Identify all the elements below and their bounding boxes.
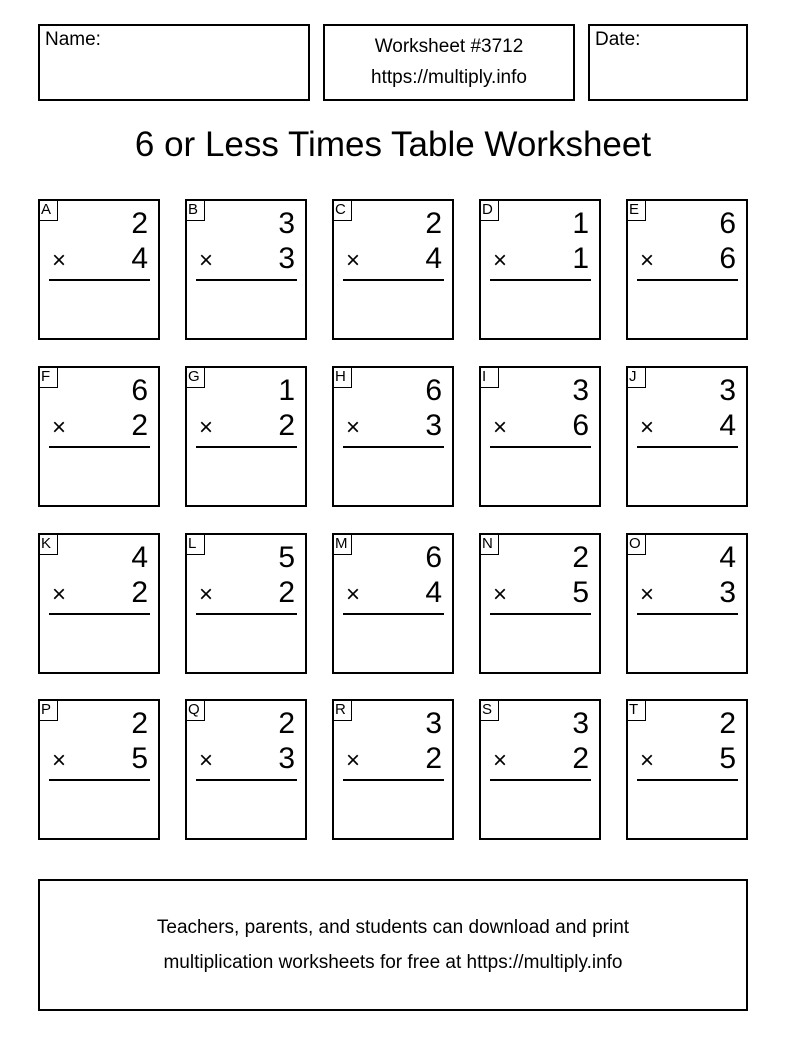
answer-line <box>343 279 444 281</box>
problem-card[interactable] <box>332 699 454 840</box>
answer-line <box>196 446 297 448</box>
answer-line <box>490 279 591 281</box>
problem-card[interactable] <box>185 699 307 840</box>
problem-letter: E <box>626 199 646 221</box>
multiplicand: 2 <box>131 207 148 240</box>
answer-line <box>490 446 591 448</box>
problem-letter: I <box>479 366 499 388</box>
problem-card[interactable] <box>38 366 160 507</box>
worksheet-number: Worksheet #3712 <box>374 36 524 57</box>
multiplier: 2 <box>278 409 295 442</box>
multiplicand: 2 <box>572 541 589 574</box>
problem-card[interactable] <box>626 533 748 674</box>
answer-line <box>49 613 150 615</box>
times-sign: × <box>199 747 214 774</box>
multiplicand: 2 <box>425 207 442 240</box>
multiplicand: 4 <box>131 541 148 574</box>
problem-letter: N <box>479 533 499 555</box>
multiplier: 2 <box>278 576 295 609</box>
answer-line <box>490 613 591 615</box>
problem-letter: F <box>38 366 58 388</box>
multiplier: 6 <box>719 242 736 275</box>
multiplier: 5 <box>572 576 589 609</box>
answer-line <box>343 613 444 615</box>
problem-letter: R <box>332 699 352 721</box>
answer-line <box>49 279 150 281</box>
name-label: Name: <box>45 29 101 50</box>
problem-letter: T <box>626 699 646 721</box>
multiplicand: 3 <box>572 374 589 407</box>
problem-letter: G <box>185 366 205 388</box>
times-sign: × <box>52 747 67 774</box>
multiplier: 3 <box>719 576 736 609</box>
problem-letter: P <box>38 699 58 721</box>
multiplier: 4 <box>719 409 736 442</box>
multiplicand: 6 <box>719 207 736 240</box>
name-box[interactable] <box>38 24 310 101</box>
times-sign: × <box>640 414 655 441</box>
multiplier: 2 <box>572 742 589 775</box>
problem-card[interactable] <box>626 199 748 340</box>
multiplier: 3 <box>278 242 295 275</box>
times-sign: × <box>346 747 361 774</box>
problem-card[interactable] <box>479 199 601 340</box>
answer-line <box>196 779 297 781</box>
problem-card[interactable] <box>332 199 454 340</box>
multiplier: 2 <box>131 576 148 609</box>
problem-card[interactable] <box>38 199 160 340</box>
times-sign: × <box>346 247 361 274</box>
problem-card[interactable] <box>479 366 601 507</box>
times-sign: × <box>493 247 508 274</box>
problem-letter: C <box>332 199 352 221</box>
problem-letter: O <box>626 533 646 555</box>
multiplier: 6 <box>572 409 589 442</box>
page-title: 6 or Less Times Table Worksheet <box>134 125 652 164</box>
date-label: Date: <box>595 29 641 50</box>
problem-letter: H <box>332 366 352 388</box>
multiplicand: 2 <box>278 707 295 740</box>
answer-line <box>343 779 444 781</box>
problem-card[interactable] <box>626 366 748 507</box>
multiplicand: 2 <box>131 707 148 740</box>
multiplicand: 3 <box>719 374 736 407</box>
multiplier: 3 <box>425 409 442 442</box>
times-sign: × <box>640 581 655 608</box>
multiplier: 5 <box>131 742 148 775</box>
multiplier: 2 <box>131 409 148 442</box>
problem-card[interactable] <box>626 699 748 840</box>
multiplier: 4 <box>425 242 442 275</box>
times-sign: × <box>346 581 361 608</box>
multiplicand: 3 <box>425 707 442 740</box>
times-sign: × <box>199 247 214 274</box>
answer-line <box>49 446 150 448</box>
problem-letter: Q <box>185 699 205 721</box>
problem-card[interactable] <box>479 533 601 674</box>
date-box[interactable] <box>588 24 748 101</box>
multiplicand: 5 <box>278 541 295 574</box>
answer-line <box>637 779 738 781</box>
problem-card[interactable] <box>185 533 307 674</box>
times-sign: × <box>640 747 655 774</box>
times-sign: × <box>493 414 508 441</box>
times-sign: × <box>493 747 508 774</box>
problem-card[interactable] <box>479 699 601 840</box>
problem-letter: S <box>479 699 499 721</box>
answer-line <box>637 446 738 448</box>
problem-card[interactable] <box>185 199 307 340</box>
times-sign: × <box>346 414 361 441</box>
footer-box <box>38 879 748 1011</box>
multiplicand: 1 <box>572 207 589 240</box>
problem-letter: J <box>626 366 646 388</box>
answer-line <box>196 279 297 281</box>
multiplier: 5 <box>719 742 736 775</box>
times-sign: × <box>52 414 67 441</box>
worksheet-info-box <box>323 24 575 101</box>
problem-letter: K <box>38 533 58 555</box>
times-sign: × <box>640 247 655 274</box>
problem-letter: M <box>332 533 352 555</box>
answer-line <box>196 613 297 615</box>
problem-card[interactable] <box>38 699 160 840</box>
multiplicand: 6 <box>425 374 442 407</box>
answer-line <box>637 279 738 281</box>
multiplicand: 1 <box>278 374 295 407</box>
times-sign: × <box>199 414 214 441</box>
problem-card[interactable] <box>38 533 160 674</box>
footer-line-2: multiplication worksheets for free at https://multiply.info <box>163 952 623 973</box>
times-sign: × <box>493 581 508 608</box>
multiplier: 3 <box>278 742 295 775</box>
footer-line-1: Teachers, parents, and students can download and print <box>156 917 630 938</box>
multiplicand: 2 <box>719 707 736 740</box>
problem-letter: A <box>38 199 58 221</box>
multiplier: 4 <box>131 242 148 275</box>
multiplicand: 6 <box>425 541 442 574</box>
problem-letter: B <box>185 199 205 221</box>
multiplicand: 3 <box>278 207 295 240</box>
times-sign: × <box>52 581 67 608</box>
times-sign: × <box>199 581 214 608</box>
answer-line <box>343 446 444 448</box>
answer-line <box>490 779 591 781</box>
multiplicand: 3 <box>572 707 589 740</box>
multiplicand: 4 <box>719 541 736 574</box>
problem-card[interactable] <box>332 533 454 674</box>
multiplicand: 6 <box>131 374 148 407</box>
problem-card[interactable] <box>332 366 454 507</box>
answer-line <box>637 613 738 615</box>
problem-letter: D <box>479 199 499 221</box>
website-link[interactable]: https://multiply.info <box>371 67 527 88</box>
times-sign: × <box>52 247 67 274</box>
multiplier: 1 <box>572 242 589 275</box>
problem-letter: L <box>185 533 205 555</box>
answer-line <box>49 779 150 781</box>
problem-card[interactable] <box>185 366 307 507</box>
multiplier: 2 <box>425 742 442 775</box>
multiplier: 4 <box>425 576 442 609</box>
